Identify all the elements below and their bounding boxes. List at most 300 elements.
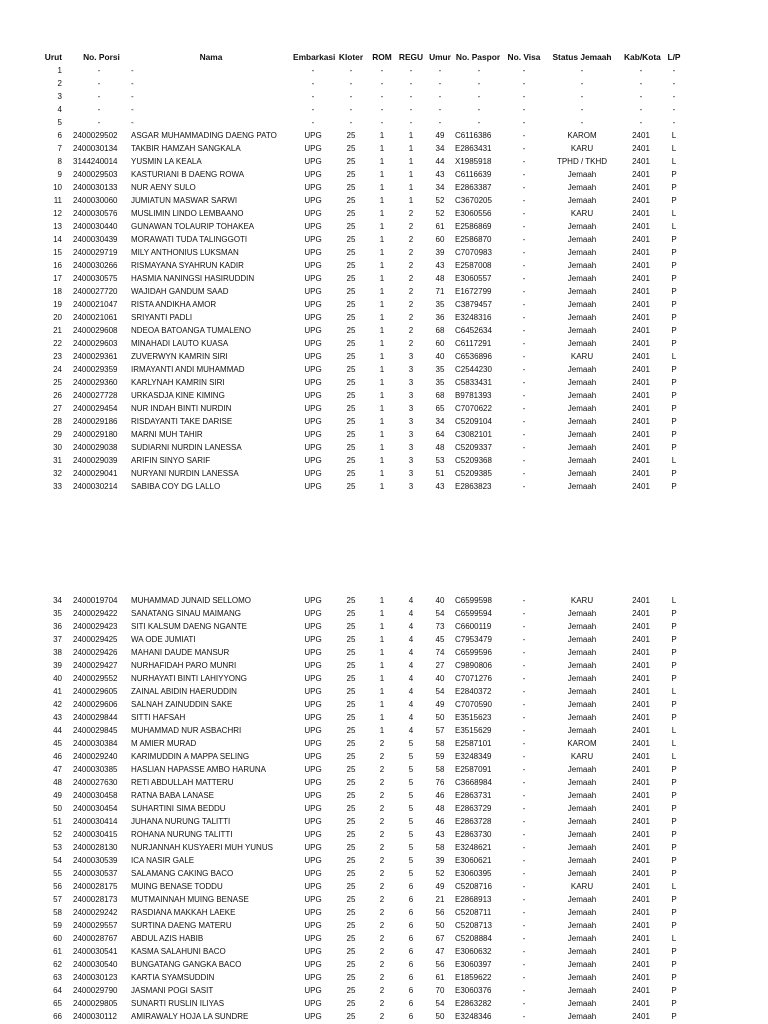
cell-no-paspor: E2586870	[455, 235, 492, 244]
cell-embarkasi: UPG	[304, 986, 322, 995]
cell-no-paspor: E3060376	[455, 986, 492, 995]
cell-no-paspor: C6536896	[455, 352, 492, 361]
cell-urut: 35	[53, 609, 62, 618]
cell-no-visa: -	[522, 960, 526, 969]
cell-umur: 34	[435, 144, 445, 153]
cell-kab-kota: 2401	[632, 934, 650, 943]
cell-kab-kota: 2401	[632, 856, 650, 865]
cell-kloter: 25	[346, 170, 356, 179]
cell-rom: -	[380, 79, 384, 88]
cell-rom: 1	[379, 261, 385, 270]
cell-urut: 43	[53, 713, 62, 722]
cell-no-porsi: 2400030458	[73, 791, 118, 800]
cell-nama: RATNA BABA LANASE	[131, 791, 214, 800]
cell-no-porsi: 2400029454	[73, 404, 118, 413]
cell-lp: L	[671, 934, 677, 943]
cell-kloter: 25	[346, 687, 356, 696]
cell-status-jemaah: Jemaah	[567, 261, 597, 270]
cell-no-visa: -	[522, 726, 526, 735]
cell-no-paspor: C5209104	[455, 417, 492, 426]
cell-no-paspor: C3668984	[455, 778, 492, 787]
cell-urut: 25	[53, 378, 62, 387]
cell-urut: 63	[53, 973, 62, 982]
cell-kab-kota: 2401	[632, 648, 650, 657]
cell-umur: 57	[435, 726, 445, 735]
cell-no-porsi: 2400030414	[73, 817, 118, 826]
cell-kab-kota: 2401	[632, 261, 650, 270]
cell-embarkasi: UPG	[304, 144, 322, 153]
cell-nama: ZUVERWYN KAMRIN SIRI	[131, 352, 228, 361]
cell-lp: P	[671, 674, 677, 683]
cell-umur: 52	[435, 869, 445, 878]
cell-no-porsi: 2400030060	[73, 196, 118, 205]
cell-no-visa: -	[522, 830, 526, 839]
cell-no-porsi: 2400029361	[73, 352, 118, 361]
cell-no-paspor: C3670205	[455, 196, 492, 205]
cell-no-paspor: E1859622	[455, 973, 492, 982]
cell-rom: 1	[379, 456, 385, 465]
cell-embarkasi: UPG	[304, 817, 322, 826]
cell-regu: 6	[408, 947, 414, 956]
cell-no-porsi: 2400030575	[73, 274, 118, 283]
cell-kab-kota: -	[639, 118, 643, 127]
cell-embarkasi: UPG	[304, 1012, 322, 1021]
cell-no-paspor: E3515623	[455, 713, 492, 722]
cell-no-porsi: 2400030266	[73, 261, 118, 270]
cell-nama: WA ODE JUMIATI	[131, 635, 196, 644]
cell-urut: 44	[53, 726, 62, 735]
cell-rom: 1	[379, 313, 385, 322]
cell-lp: P	[671, 339, 677, 348]
cell-no-porsi: 2400021061	[73, 313, 118, 322]
cell-nama: -	[131, 118, 134, 127]
cell-embarkasi: UPG	[304, 648, 322, 657]
table-row	[0, 698, 768, 711]
cell-no-porsi: 2400029552	[73, 674, 118, 683]
cell-embarkasi: UPG	[304, 261, 322, 270]
cell-regu: 4	[408, 622, 414, 631]
cell-kab-kota: 2401	[632, 947, 650, 956]
cell-no-porsi: 2400030439	[73, 235, 118, 244]
cell-no-porsi: 2400029845	[73, 726, 118, 735]
cell-lp: P	[671, 300, 677, 309]
cell-regu: 6	[408, 921, 414, 930]
cell-kab-kota: 2401	[632, 430, 650, 439]
cell-kloter: 25	[346, 365, 356, 374]
table-row	[0, 220, 768, 233]
cell-no-porsi: 2400030214	[73, 482, 118, 491]
cell-lp: P	[671, 430, 677, 439]
cell-embarkasi: UPG	[304, 274, 322, 283]
cell-kab-kota: 2401	[632, 830, 650, 839]
table-row	[0, 711, 768, 724]
cell-status-jemaah: Jemaah	[567, 339, 597, 348]
cell-urut: 51	[53, 817, 62, 826]
cell-lp: -	[672, 118, 676, 127]
cell-rom: 2	[379, 973, 385, 982]
cell-status-jemaah: Jemaah	[567, 830, 597, 839]
cell-embarkasi: UPG	[304, 973, 322, 982]
cell-no-paspor: B9781393	[455, 391, 492, 400]
cell-no-porsi: 2400028767	[73, 934, 118, 943]
cell-nama: NURHAFIDAH PARO MUNRI	[131, 661, 237, 670]
cell-no-visa: -	[522, 609, 526, 618]
cell-kab-kota: 2401	[632, 131, 650, 140]
cell-no-visa: -	[522, 352, 526, 361]
cell-lp: L	[671, 131, 677, 140]
cell-kab-kota: 2401	[632, 596, 650, 605]
cell-umur: 48	[435, 274, 445, 283]
cell-kloter: 25	[346, 674, 356, 683]
cell-no-porsi: -	[97, 105, 101, 114]
cell-no-visa: -	[522, 999, 526, 1008]
table-row	[0, 802, 768, 815]
cell-no-paspor: -	[477, 118, 481, 127]
cell-umur: 43	[435, 830, 445, 839]
cell-urut: 30	[53, 443, 62, 452]
cell-urut: 3	[57, 92, 62, 101]
cell-regu: 1	[408, 144, 414, 153]
cell-umur: 35	[435, 378, 445, 387]
cell-embarkasi: UPG	[304, 326, 322, 335]
cell-no-porsi: 2400027630	[73, 778, 118, 787]
cell-lp: P	[671, 443, 677, 452]
cell-no-porsi: 2400030112	[73, 1012, 117, 1021]
cell-umur: 54	[435, 999, 445, 1008]
cell-no-paspor: C5833431	[455, 378, 492, 387]
cell-kloter: 25	[346, 144, 356, 153]
cell-urut: 32	[53, 469, 62, 478]
cell-rom: -	[380, 118, 384, 127]
cell-kloter: 25	[346, 908, 356, 917]
cell-urut: 66	[53, 1012, 62, 1021]
cell-no-paspor: E3060632	[455, 947, 492, 956]
cell-umur: 59	[435, 752, 445, 761]
cell-urut: 50	[53, 804, 62, 813]
cell-no-visa: -	[522, 144, 526, 153]
cell-nama: SRIYANTI PADLI	[131, 313, 193, 322]
table-row	[0, 155, 768, 168]
cell-no-paspor: E3515629	[455, 726, 492, 735]
cell-kab-kota: 2401	[632, 456, 650, 465]
cell-rom: 1	[379, 196, 385, 205]
cell-no-porsi: 2400030540	[73, 960, 118, 969]
cell-umur: 68	[435, 391, 445, 400]
cell-rom: 1	[379, 183, 385, 192]
cell-regu: 3	[408, 482, 414, 491]
cell-urut: 45	[53, 739, 62, 748]
cell-embarkasi: UPG	[304, 339, 322, 348]
cell-kloter: 25	[346, 752, 356, 761]
cell-status-jemaah: -	[580, 105, 584, 114]
cell-lp: P	[671, 986, 677, 995]
cell-regu: 3	[408, 456, 414, 465]
table-row	[0, 633, 768, 646]
cell-nama: MAHANI DAUDE MANSUR	[131, 648, 230, 657]
table-row	[0, 594, 768, 607]
cell-no-visa: -	[522, 482, 526, 491]
cell-no-porsi: 2400029423	[73, 622, 118, 631]
cell-embarkasi: UPG	[304, 752, 322, 761]
cell-regu: 4	[408, 648, 414, 657]
cell-urut: 60	[53, 934, 62, 943]
cell-kab-kota: 2401	[632, 248, 650, 257]
cell-no-visa: -	[522, 417, 526, 426]
cell-lp: P	[671, 261, 677, 270]
cell-no-paspor: C3879457	[455, 300, 492, 309]
cell-nama: NURHAYATI BINTI LAHIYYONG	[131, 674, 248, 683]
cell-umur: 61	[435, 973, 445, 982]
cell-no-visa: -	[522, 404, 526, 413]
cell-regu: 5	[408, 869, 414, 878]
cell-kab-kota: 2401	[632, 999, 650, 1008]
table-row	[0, 685, 768, 698]
cell-no-visa: -	[522, 869, 526, 878]
cell-kloter: 25	[346, 430, 356, 439]
cell-lp: P	[671, 196, 677, 205]
cell-regu: 1	[408, 157, 414, 166]
cell-status-jemaah: Jemaah	[567, 817, 597, 826]
cell-lp: P	[671, 274, 677, 283]
cell-kab-kota: 2401	[632, 404, 650, 413]
cell-no-paspor: X1985918	[455, 157, 492, 166]
cell-umur: 49	[435, 882, 445, 891]
cell-umur: 39	[435, 248, 445, 257]
cell-nama: SITI KALSUM DAENG NGANTE	[131, 622, 248, 631]
cell-status-jemaah: Jemaah	[567, 661, 597, 670]
cell-no-visa: -	[522, 287, 526, 296]
cell-nama: MINAHADI LAUTO KUASA	[131, 339, 229, 348]
cell-no-visa: -	[522, 378, 526, 387]
cell-status-jemaah: Jemaah	[567, 196, 597, 205]
cell-kab-kota: 2401	[632, 960, 650, 969]
cell-no-visa: -	[522, 817, 526, 826]
cell-urut: 40	[53, 674, 62, 683]
cell-nama: KASTURIANI B DAENG ROWA	[131, 170, 245, 179]
cell-no-visa: -	[522, 596, 526, 605]
table-row	[0, 737, 768, 750]
cell-regu: 3	[408, 469, 414, 478]
cell-kloter: 25	[346, 391, 356, 400]
cell-kab-kota: 2401	[632, 300, 650, 309]
cell-urut: 23	[53, 352, 62, 361]
cell-lp: L	[671, 596, 677, 605]
cell-kab-kota: 2401	[632, 235, 650, 244]
cell-kloter: 25	[346, 378, 356, 387]
cell-umur: 58	[435, 739, 445, 748]
cell-kloter: 25	[346, 986, 356, 995]
table-row	[0, 194, 768, 207]
cell-kab-kota: 2401	[632, 378, 650, 387]
cell-rom: 1	[379, 700, 385, 709]
cell-umur: 48	[435, 443, 445, 452]
cell-kab-kota: 2401	[632, 882, 650, 891]
cell-embarkasi: UPG	[304, 183, 322, 192]
cell-umur: 54	[435, 609, 445, 618]
table-row	[0, 480, 768, 493]
cell-nama: KARTIA SYAMSUDDIN	[131, 973, 215, 982]
cell-no-visa: -	[522, 1012, 526, 1021]
cell-urut: 37	[53, 635, 62, 644]
cell-status-jemaah: KARU	[570, 144, 594, 153]
cell-no-paspor: -	[477, 92, 481, 101]
cell-umur: 36	[435, 313, 445, 322]
cell-nama: RASDIANA MAKKAH LAEKE	[131, 908, 236, 917]
cell-embarkasi: UPG	[304, 456, 322, 465]
cell-regu: 5	[408, 791, 414, 800]
cell-rom: 2	[379, 869, 385, 878]
cell-no-paspor: C5208711	[455, 908, 492, 917]
cell-nama: SABIBA COY DG LALLO	[131, 482, 221, 491]
cell-no-visa: -	[522, 648, 526, 657]
cell-umur: 50	[435, 713, 445, 722]
cell-status-jemaah: Jemaah	[567, 313, 597, 322]
cell-status-jemaah: KARU	[570, 882, 594, 891]
cell-lp: L	[671, 739, 677, 748]
cell-embarkasi: UPG	[304, 287, 322, 296]
table-row	[0, 298, 768, 311]
cell-no-visa: -	[522, 856, 526, 865]
cell-embarkasi: UPG	[304, 196, 322, 205]
cell-no-visa: -	[522, 791, 526, 800]
cell-regu: 4	[408, 700, 414, 709]
cell-embarkasi: -	[311, 105, 315, 114]
cell-embarkasi: UPG	[304, 882, 322, 891]
cell-regu: 2	[408, 235, 414, 244]
cell-lp: P	[671, 235, 677, 244]
cell-kab-kota: 2401	[632, 726, 650, 735]
table-row	[0, 389, 768, 402]
cell-no-visa: -	[522, 430, 526, 439]
cell-urut: 42	[53, 700, 62, 709]
cell-kloter: -	[349, 92, 353, 101]
cell-no-visa: -	[522, 235, 526, 244]
cell-embarkasi: UPG	[304, 209, 322, 218]
cell-no-porsi: 2400028173	[73, 895, 118, 904]
table-header-row	[0, 51, 768, 63]
table-row	[0, 958, 768, 971]
cell-no-porsi: 2400029502	[73, 131, 118, 140]
cell-rom: -	[380, 105, 384, 114]
cell-regu: 5	[408, 778, 414, 787]
cell-nama: NUR AENY SULO	[131, 183, 196, 192]
cell-umur: 50	[435, 921, 445, 930]
cell-no-porsi: 2400030384	[73, 739, 118, 748]
cell-urut: 12	[53, 209, 62, 218]
cell-kloter: 25	[346, 443, 356, 452]
cell-status-jemaah: Jemaah	[567, 960, 597, 969]
cell-no-paspor: C7953479	[455, 635, 492, 644]
cell-nama: MILY ANTHONIUS LUKSMAN	[131, 248, 239, 257]
cell-lp: P	[671, 908, 677, 917]
cell-kloter: -	[349, 118, 353, 127]
cell-umur: 50	[435, 1012, 445, 1021]
cell-nama: ABDUL AZIS HABIB	[131, 934, 204, 943]
cell-umur: 56	[435, 908, 445, 917]
cell-regu: 2	[408, 326, 414, 335]
cell-no-paspor: E2863728	[455, 817, 492, 826]
cell-lp: P	[671, 999, 677, 1008]
cell-no-visa: -	[522, 843, 526, 852]
cell-lp: P	[671, 765, 677, 774]
cell-no-paspor: C7070983	[455, 248, 492, 257]
cell-kab-kota: 2401	[632, 986, 650, 995]
cell-status-jemaah: Jemaah	[567, 482, 597, 491]
cell-status-jemaah: -	[580, 66, 584, 75]
table-row	[0, 181, 768, 194]
cell-nama: MUTMAINNAH MUING BENASE	[131, 895, 249, 904]
table-row	[0, 607, 768, 620]
cell-no-visa: -	[522, 118, 526, 127]
cell-nama: KARLYNAH KAMRIN SIRI	[131, 378, 225, 387]
cell-rom: 2	[379, 934, 385, 943]
cell-kloter: 25	[346, 417, 356, 426]
cell-no-visa: -	[522, 209, 526, 218]
cell-regu: 1	[408, 183, 414, 192]
cell-urut: 17	[53, 274, 62, 283]
cell-status-jemaah: Jemaah	[567, 934, 597, 943]
cell-urut: 6	[57, 131, 62, 140]
cell-no-porsi: 2400029606	[73, 700, 118, 709]
cell-embarkasi: UPG	[304, 222, 322, 231]
cell-umur: 35	[435, 365, 445, 374]
cell-no-paspor: E3060395	[455, 869, 492, 878]
cell-kloter: 25	[346, 765, 356, 774]
cell-status-jemaah: Jemaah	[567, 921, 597, 930]
cell-lp: P	[671, 700, 677, 709]
cell-no-paspor: C7070590	[455, 700, 492, 709]
cell-lp: P	[671, 778, 677, 787]
cell-kloter: 25	[346, 183, 356, 192]
cell-nama: SUDIARNI NURDIN LANESSA	[131, 443, 242, 452]
cell-embarkasi: UPG	[304, 947, 322, 956]
cell-no-visa: -	[522, 105, 526, 114]
cell-kloter: 25	[346, 313, 356, 322]
cell-nama: HASLIAN HAPASSE AMBO HARUNA	[131, 765, 266, 774]
cell-embarkasi: UPG	[304, 235, 322, 244]
cell-umur: 68	[435, 326, 445, 335]
cell-rom: 1	[379, 609, 385, 618]
table-row	[0, 828, 768, 841]
cell-embarkasi: UPG	[304, 791, 322, 800]
cell-lp: L	[671, 352, 677, 361]
cell-no-porsi: 2400029790	[73, 986, 118, 995]
cell-status-jemaah: Jemaah	[567, 973, 597, 982]
cell-kloter: 25	[346, 661, 356, 670]
table-row	[0, 350, 768, 363]
cell-lp: P	[671, 843, 677, 852]
cell-no-paspor: C6452634	[455, 326, 492, 335]
table-row	[0, 454, 768, 467]
cell-urut: 54	[53, 856, 62, 865]
cell-umur: 67	[435, 934, 445, 943]
cell-status-jemaah: Jemaah	[567, 378, 597, 387]
cell-no-visa: -	[522, 947, 526, 956]
cell-kloter: 25	[346, 352, 356, 361]
cell-no-porsi: 2400030541	[73, 947, 118, 956]
cell-lp: L	[671, 209, 677, 218]
cell-no-porsi: 2400029242	[73, 908, 118, 917]
cell-regu: 5	[408, 804, 414, 813]
cell-rom: 1	[379, 661, 385, 670]
cell-kab-kota: 2401	[632, 339, 650, 348]
cell-no-paspor: C2544230	[455, 365, 492, 374]
cell-umur: -	[438, 118, 442, 127]
cell-kab-kota: 2401	[632, 482, 650, 491]
header-kloter: Kloter	[338, 52, 364, 62]
cell-regu: 1	[408, 131, 414, 140]
cell-umur: 40	[435, 596, 445, 605]
